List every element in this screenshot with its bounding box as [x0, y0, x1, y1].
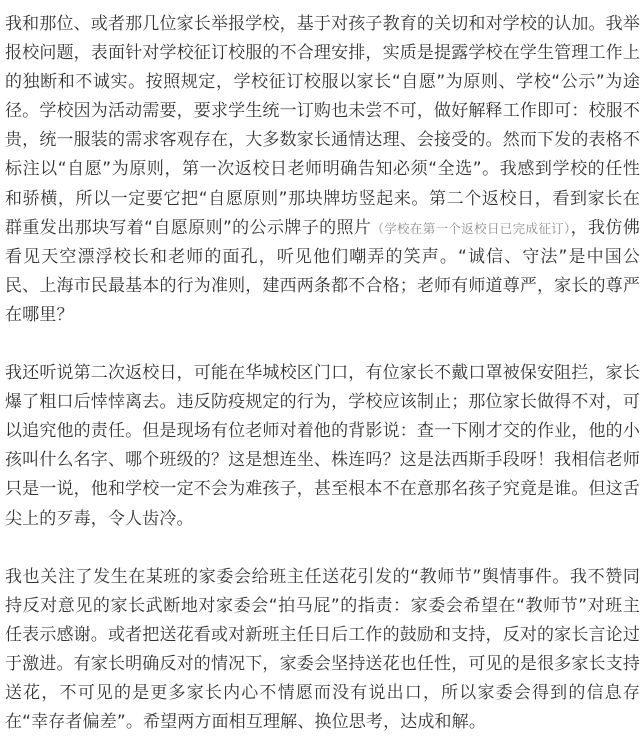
paragraph-report-school	[5, 10, 640, 330]
parenthetical-note: （学校在第一个返校日已完成征订）	[371, 220, 571, 236]
paragraph-return-day-incident: 我还听说第二次返校日，可能在华城校区门口，有位家长不戴口罩被保安阻拦，家长爆了粗口后悻悻离去。违反防疫规定的行为，学校应该制止；那位家长做得不对，可以追究他的责任。但是现场有位老师对着他的背影说：查一下刚才交的作业，他的小孩叫什么名字、哪个班级的？这是想连坐、株连吗？这是法西斯手段呀！我相信老师只是一说，他和学校一定不会为难孩子，甚至根本不在意那名孩子究竟是谁。但这舌尖上的歹毒，令人齿冷。	[5, 363, 640, 529]
paragraph-text: ，我仿佛看见天空漂浮校长和老师的面孔，听见他们嘲弄的笑声。“诚信、守法”是中国公民、上海市民最基本的行为准则，建西两条都不合格；老师有师道尊严，家长的尊严在哪里？	[5, 217, 640, 325]
paragraph-text: 我和那位、或者那几位家长举报学校，基于对孩子教育的关切和对学校的认加。我举报校问题，表面针对学校征订校服的不合理安排，实质是提露学校在学生管理工作上的独断和不诚实。按照规定，学校征订校服以家长“自愿”为原则、学校“公示”为途径。学校因为活动需要，要求学生统一订购也未尝不可，做好解释工作即可：校服不贵，统一服装的需求客观存在，大多数家长通情达理、会接受的。然而下发的表格不标注以“自愿”为原则，第一次返校日老师明确告知必须“全选”。我感到学校的任性和骄横，所以一定要它把“自愿原则”那块牌坊竖起来。第二个返校日，看到家长在群重发出那块写着“自愿原则”的公示牌子的照片	[5, 14, 640, 238]
paragraph-teachers-day-event: 我也关注了发生在某班的家委会给班主任送花引发的“教师节”舆情事件。我不赞同持反对意见的家长武断地对家委会“拍马屁”的指责：家委会希望在“教师节”对班主任表示感谢。或者把送花看或对新班主任日后工作的鼓励和支持，反对的家长言论过于激进。有家长明确反对的情况下，家委会坚持送花也任性，可见的是很多家长支持送花，不可见的是更多家长内心不情愿而没有说出口，所以家委会得到的信息存在“幸存者偏差”。希望两方面相互理解、换位思考，达成和解。	[5, 566, 640, 733]
